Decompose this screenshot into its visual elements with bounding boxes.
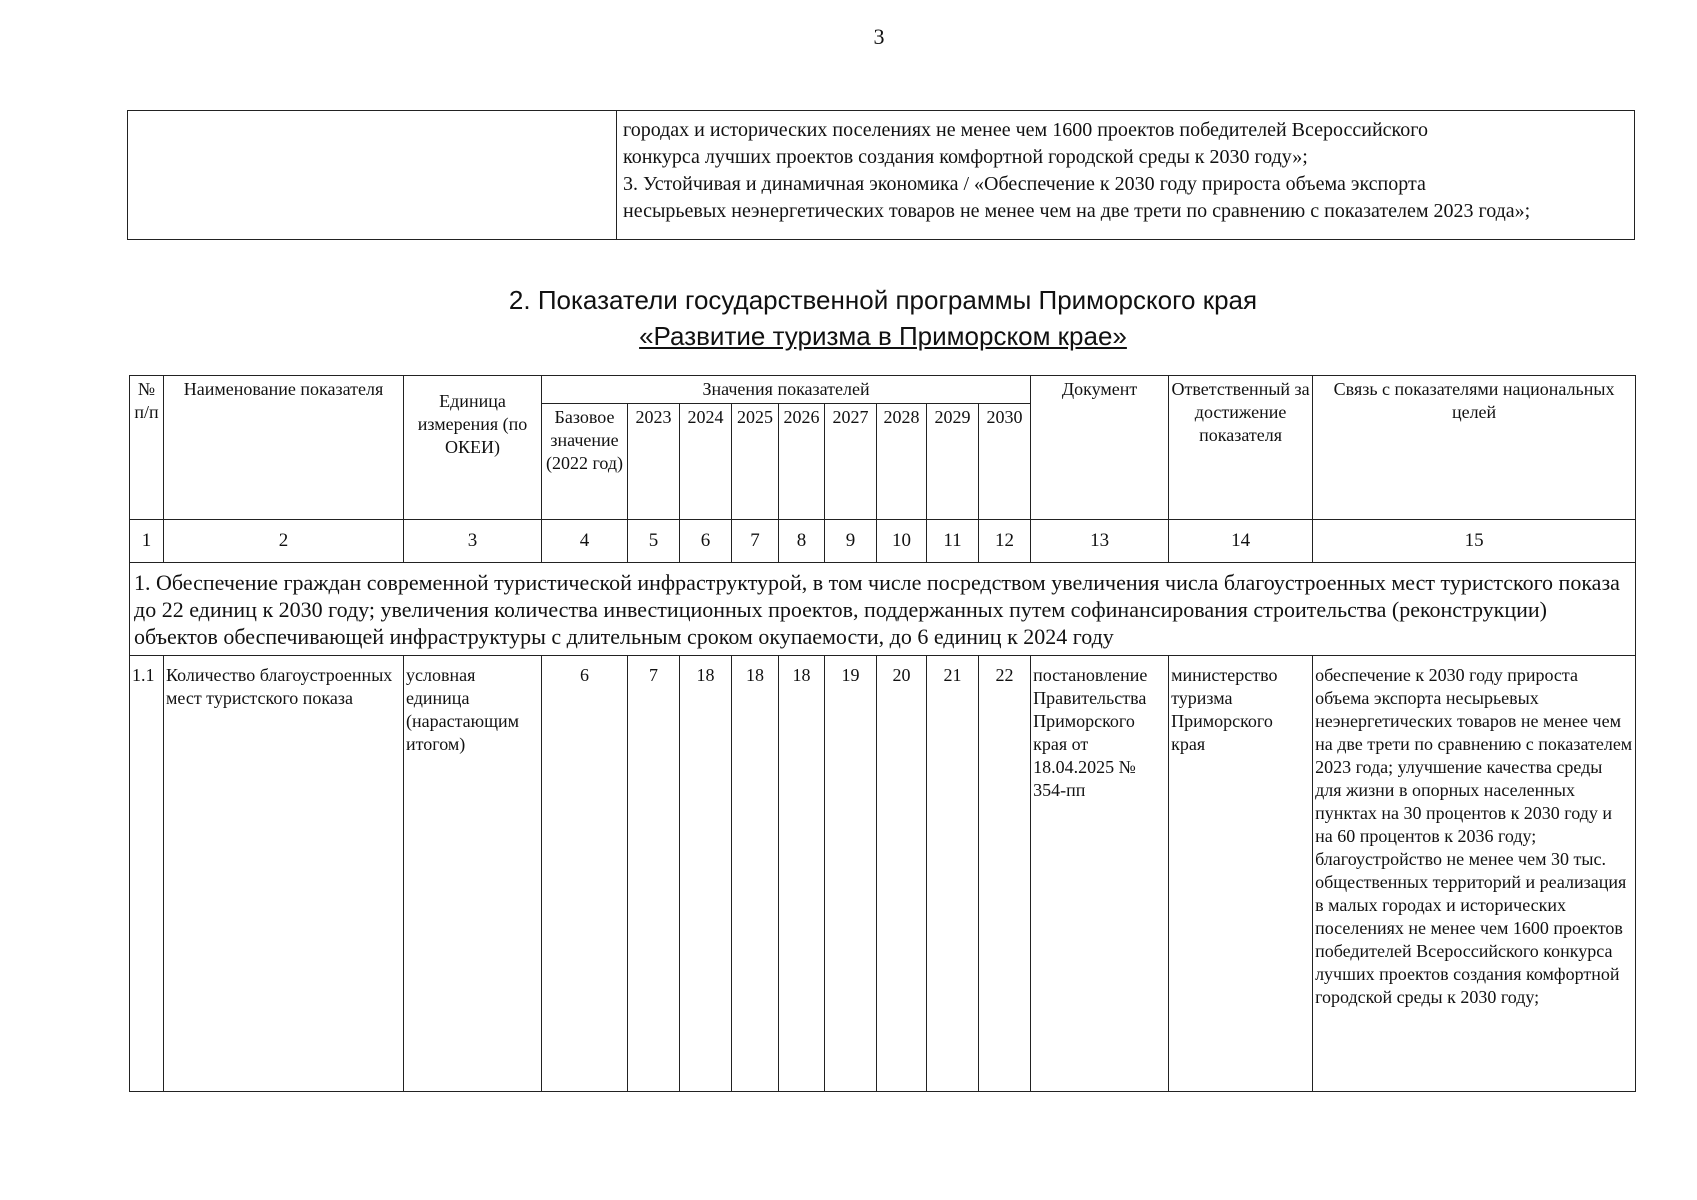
row-value: 21 [927,656,979,1092]
section-subtitle: «Развитие туризма в Приморском крае» [639,321,1127,351]
row-value: 7 [628,656,680,1092]
table-row [130,656,1636,1092]
column-number: 3 [404,520,542,563]
header-year: 2030 [979,404,1031,520]
row-document: постановление Правительства Приморского края от 18.04.2025 № 354-пп [1031,656,1169,1092]
header-year: 2023 [628,404,680,520]
header-unit: Единица измерения (по ОКЕИ) [404,376,542,520]
column-number: 9 [825,520,877,563]
continuation-line: 3. Устойчивая и динамичная экономика / «Обеспечение к 2030 году прироста объема экспорта [623,173,1426,195]
column-number: 11 [927,520,979,563]
goal-text: 1. Обеспечение граждан современной туристической инфраструктурой, в том числе посредством увеличения числа благоустроенных мест туристского показа до 22 единиц к 2030 году; увеличения количества инвестиционных проектов, поддержанных путем софинансирования строительства (реконструкции) объектов обеспечивающей инфраструктуры с длительным сроком окупаемости, до 6 единиц к 2024 году [130,563,1636,656]
column-number: 5 [628,520,680,563]
header-link: Связь с показателями национальных целей [1313,376,1636,520]
page-number: 3 [873,24,885,49]
row-value: 18 [680,656,732,1092]
column-number: 13 [1031,520,1169,563]
indicators-table [129,375,1636,1092]
header-year: 2028 [877,404,927,520]
column-number: 14 [1169,520,1313,563]
row-value: 19 [825,656,877,1092]
header-num: № п/п [130,376,164,520]
row-base: 6 [542,656,628,1092]
row-value: 22 [979,656,1031,1092]
continuation-empty-cell [128,111,617,240]
column-number: 12 [979,520,1031,563]
row-link: обеспечение к 2030 году прироста объема экспорта несырьевых неэнергетических товаров не менее чем на две трети по сравнению с показателем 2023 года; улучшение качества среды для жизни в опорных населенных пунктах на 30 процентов к 2030 году и на 60 процентов к 2036 году; благоустройство не менее чем 30 тыс. общественных территорий и реализация в малых городах и исторических поселениях не менее чем 1600 проектов победителей Всероссийского конкурса лучших проектов создания комфортной городской среды к 2030 году; [1313,656,1636,1092]
row-responsible: министерство туризма Приморского края [1169,656,1313,1092]
header-year: 2029 [927,404,979,520]
continuation-table [127,110,1635,240]
section-title: 2. Показатели государственной программы Приморского края [508,285,1258,315]
row-unit: условная единица (нарастающим итогом) [404,656,542,1092]
header-year: 2024 [680,404,732,520]
section-heading [0,282,1697,354]
row-value: 18 [779,656,825,1092]
column-number: 1 [130,520,164,563]
row-value: 18 [732,656,779,1092]
column-number: 10 [877,520,927,563]
header-values: Значения показателей [542,376,1031,404]
continuation-line: городах и исторических поселениях не менее чем 1600 проектов победителей Всероссийского [623,119,1428,141]
column-number: 2 [164,520,404,563]
continuation-line: конкурса лучших проектов создания комфортной городской среды к 2030 году»; [623,146,1308,168]
column-number: 7 [732,520,779,563]
header-responsible: Ответственный за достижение показателя [1169,376,1313,520]
row-num: 1.1 [130,656,164,1092]
column-number: 15 [1313,520,1636,563]
column-number: 4 [542,520,628,563]
header-year: 2025 [732,404,779,520]
column-number: 8 [779,520,825,563]
row-name: Количество благоустроенных мест туристского показа [164,656,404,1092]
row-value: 20 [877,656,927,1092]
header-year: 2026 [779,404,825,520]
header-name: Наименование показателя [164,376,404,520]
column-number: 6 [680,520,732,563]
header-year: 2027 [825,404,877,520]
continuation-text-cell [617,111,1635,240]
continuation-line: несырьевых неэнергетических товаров не менее чем на две трети по сравнению с показателем 2023 года»; [623,200,1531,222]
header-base: Базовое значение (2022 год) [542,404,628,520]
header-document: Документ [1031,376,1169,520]
